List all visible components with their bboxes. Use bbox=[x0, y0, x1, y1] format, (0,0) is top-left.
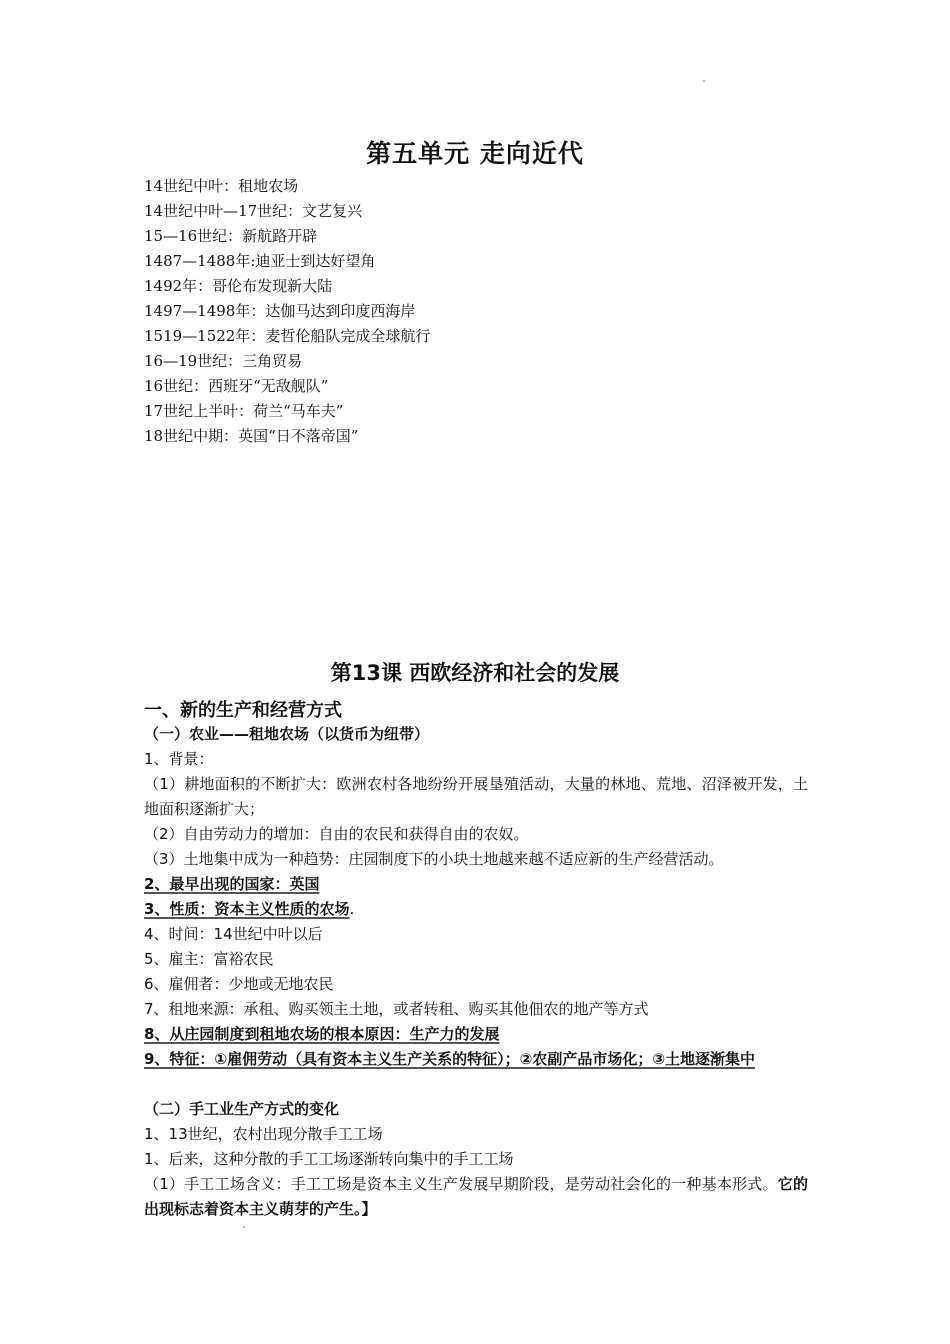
features-point: 9、特征：①雇佣劳动（具有资本主义生产关系的特征）；②农副产品市场化；③土地逐渐集中 bbox=[144, 1050, 756, 1068]
background-item-1: （1）耕地面积的不断扩大：欧洲农村各地纷纷开展垦殖活动，大量的林地、荒地、沼泽被开发，土地面积逐渐扩大； bbox=[144, 775, 808, 818]
root-cause-point: 8、从庄园制度到租地农场的根本原因：生产力的发展 bbox=[144, 1025, 500, 1043]
employer-point: 5、雇主：富裕农民 bbox=[144, 950, 274, 968]
section-heading: 一、新的生产和经营方式 bbox=[144, 700, 342, 721]
timeline-item: 17世纪上半叶：荷兰“马车夫” bbox=[144, 402, 344, 420]
subsection-heading-agriculture: （一）农业——租地农场（以货币为纽带） bbox=[144, 725, 430, 743]
earliest-country-point: 2、最早出现的国家：英国 bbox=[144, 875, 320, 893]
land-source-point: 7、租地来源：承租、购买领主土地，或者转租、购买其他佃农的地产等方式 bbox=[144, 1000, 649, 1018]
timeline-item: 15—16世纪：新航路开辟 bbox=[144, 227, 318, 245]
timeline-item: 14世纪中叶：租地农场 bbox=[144, 177, 299, 195]
timeline-item: 1519—1522年：麦哲伦船队完成全球航行 bbox=[144, 327, 431, 345]
timeline-item: 18世纪中期：英国“日不落帝国” bbox=[144, 427, 359, 445]
timeline-item: 16世纪：西班牙“无敌舰队” bbox=[144, 377, 329, 395]
background-label: 1、背景： bbox=[144, 750, 214, 768]
workshop-definition bbox=[144, 1172, 808, 1222]
timeline-item: 1497—1498年：达伽马达到印度西海岸 bbox=[144, 302, 416, 320]
timeline-item: 16—19世纪：三角贸易 bbox=[144, 352, 303, 370]
timeline-item: 14世纪中叶—17世纪：文艺复兴 bbox=[144, 202, 363, 220]
nature-point-tail: . bbox=[349, 900, 355, 918]
lesson-title: 第13课 西欧经济和社会的发展 bbox=[330, 661, 620, 685]
workshop-definition-text: （1）手工工场含义：手工工场是资本主义生产发展早期阶段，是劳动社会化的一种基本形式。 bbox=[144, 1175, 778, 1193]
nature-point: 3、性质：资本主义性质的农场 bbox=[144, 900, 350, 918]
unit-title: 第五单元 走向近代 bbox=[366, 139, 584, 168]
speck-mark bbox=[703, 80, 705, 82]
time-point: 4、时间：14世纪中叶以后 bbox=[144, 925, 323, 943]
handicraft-point-1: 1、13世纪，农村出现分散手工工场 bbox=[144, 1125, 383, 1143]
speck-mark bbox=[243, 1226, 245, 1228]
timeline-item: 1492年：哥伦布发现新大陆 bbox=[144, 277, 333, 295]
employee-point: 6、雇佣者：少地或无地农民 bbox=[144, 975, 334, 993]
workshop-significance: 它的出现标志着资本主义萌芽的产生。】 bbox=[144, 1175, 808, 1218]
handicraft-point-2: 1、后来，这种分散的手工工场逐渐转向集中的手工工场 bbox=[144, 1150, 514, 1168]
background-item-2: （2）自由劳动力的增加：自由的农民和获得自由的农奴。 bbox=[144, 825, 529, 843]
subsection-heading-handicraft: （二）手工业生产方式的变化 bbox=[144, 1100, 340, 1118]
timeline-item: 1487—1488年:迪亚士到达好望角 bbox=[144, 252, 376, 270]
nature-point-line bbox=[144, 897, 808, 922]
background-item-3: （3）土地集中成为一种趋势：庄园制度下的小块土地越来越不适应新的生产经营活动。 bbox=[144, 850, 724, 868]
